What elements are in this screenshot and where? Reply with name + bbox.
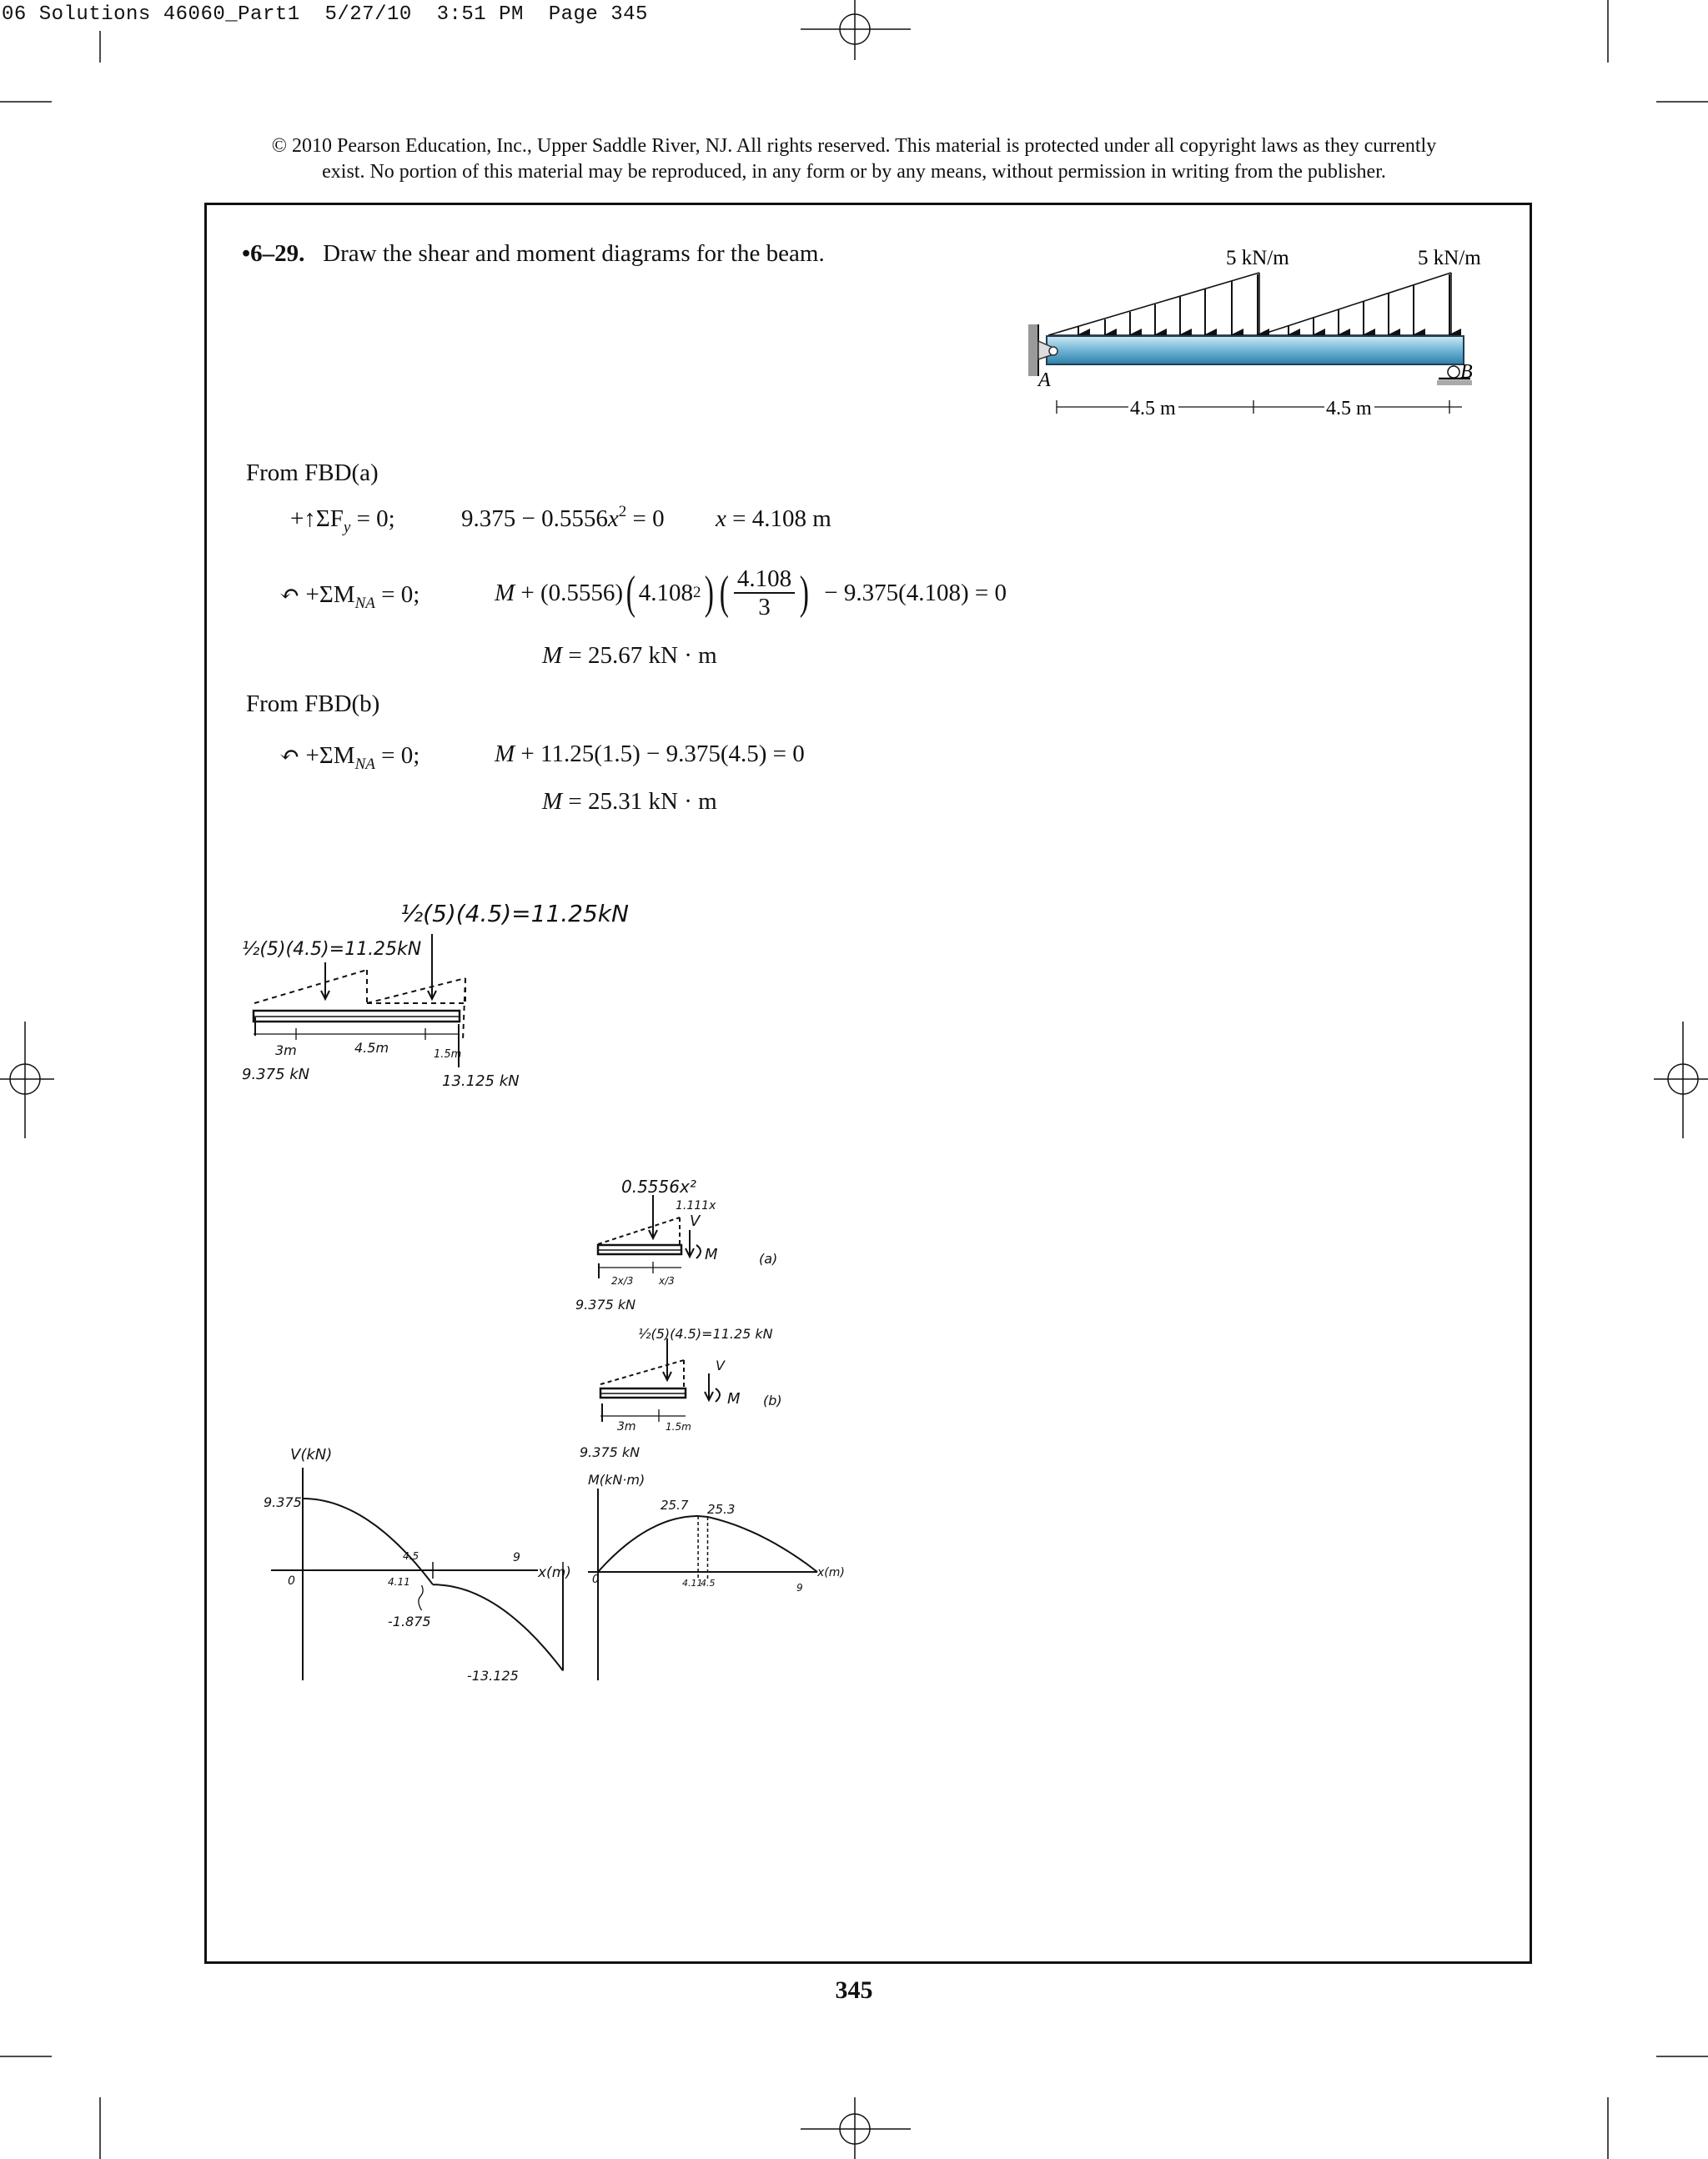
shear-vend-label: -13.125	[467, 1668, 519, 1684]
sketch-reaction-b: 13.125 kN	[442, 1072, 520, 1090]
equation-moment-b-label: ↶ $+\Sigma M_{NA} = 0$;	[279, 742, 420, 773]
fbd-b-load: ½(5)(4.5)=11.25 kN	[638, 1326, 773, 1342]
moment-origin: 0	[592, 1574, 600, 1586]
equation-moment-b: M + 11.25(1.5) − 9.375(4.5) = 0	[495, 741, 805, 767]
distributed-load-left	[1048, 273, 1259, 335]
fbd-b-dim-3m: 3m	[617, 1420, 636, 1433]
fbd-a-intensity: 1.111x	[676, 1199, 716, 1213]
fbd-a-dim-right: x/3	[659, 1275, 675, 1287]
distributed-load-right	[1259, 273, 1451, 335]
sketch-fbd-b	[575, 1322, 826, 1472]
fixed-wall-a	[1028, 324, 1057, 376]
shear-vmax-label: 9.375	[264, 1494, 302, 1510]
shear-plot-area	[303, 1499, 563, 1670]
moment-max-label: 25.7	[661, 1498, 689, 1513]
shear-curve-left	[303, 1499, 433, 1584]
equation-x-result: x = 4.108 m	[716, 505, 831, 532]
sketch-fbd-a	[571, 1172, 821, 1322]
sketch-load-left: ½(5)(4.5)=11.25kN	[242, 939, 422, 960]
span-label-right: 4.5 m	[1326, 398, 1372, 419]
problem-statement	[242, 240, 825, 268]
sketch-load-top: ½(5)(4.5)=11.25kN	[400, 900, 629, 927]
beam	[1047, 336, 1464, 364]
moment-x-label: x(m)	[817, 1566, 845, 1579]
moment-xend-label: 9	[796, 1582, 803, 1594]
sketch-dim-15m: 1.5m	[434, 1048, 462, 1061]
problem-number: •6–29.	[242, 240, 305, 267]
moment-plot-area	[598, 1516, 817, 1579]
moment-mid-label: 25.3	[707, 1502, 736, 1517]
shear-origin: 0	[288, 1574, 295, 1588]
print-slug: 06 Solutions 46060_Part1 5/27/10 3:51 PM Page 345	[0, 0, 655, 31]
fbd-a-shear: V	[690, 1213, 701, 1230]
equation-moment-a: M + (0.5556) ( 4.108 2 ) ( $\frac{4.108}{3}$ ) − 9.375(4.108) = 0	[495, 565, 1007, 620]
equation-moment-a-label: ↶ $+\Sigma M_{NA} = 0$;	[279, 581, 420, 612]
shear-leader	[419, 1585, 423, 1610]
shear-xend-label: 9	[513, 1551, 520, 1564]
load-label-left: 5 kN/m	[1226, 247, 1289, 269]
shear-vmid-label: -1.875	[388, 1614, 431, 1629]
span-label-left: 4.5 m	[1130, 398, 1176, 419]
equation-sum-fy: $+↑\Sigma F_y = 0$;	[290, 505, 395, 536]
page-number: 345	[835, 1976, 873, 2004]
shear-curve-right	[433, 1584, 563, 1670]
fbd-b-dim-15m: 1.5m	[666, 1421, 691, 1433]
problem-text: Draw the shear and moment diagrams for the beam.	[323, 240, 825, 267]
support-b-label: B	[1460, 361, 1473, 383]
moment-xmid-label: 4.5	[701, 1578, 716, 1589]
shear-x-label: x(m)	[538, 1564, 571, 1581]
fbd-a-dim-left: 2x/3	[611, 1275, 634, 1287]
fbd-a-load: 0.5556x²	[621, 1177, 696, 1197]
shear-diagram	[250, 1438, 600, 1705]
fbd-b-tag: (b)	[763, 1393, 782, 1408]
shear-xmid-label: 4.5	[403, 1550, 419, 1562]
fbd-b-heading: From FBD(b)	[246, 690, 380, 717]
sketch-dim-45m: 4.5m	[354, 1040, 389, 1056]
shear-y-label: V(kN)	[290, 1446, 333, 1464]
fbd-b-reaction: 9.375 kN	[580, 1444, 640, 1460]
moment-diagram	[584, 1468, 884, 1685]
equation-shear-zero: $9.375 - 0.5556x^2 = 0$	[461, 503, 665, 532]
dimension-line	[1057, 400, 1462, 414]
fbd-a-moment: M	[705, 1246, 718, 1263]
fbd-a-tag: (a)	[759, 1251, 778, 1267]
copyright-line-2: exist. No portion of this material may be reproduced, in any form or by any means, without permission in writing from the publisher.	[322, 161, 1386, 183]
sketch-full-fbd	[242, 892, 629, 1101]
load-arrows	[1078, 274, 1449, 335]
fbd-a-heading: From FBD(a)	[246, 459, 379, 486]
equation-moment-b-result: M = 25.31 kN · m	[542, 788, 717, 815]
copyright-line-1: © 2010 Pearson Education, Inc., Upper Saddle River, NJ. All rights reserved. This material is protected under all copyright laws as they currently	[271, 135, 1437, 157]
beam-figure	[1013, 238, 1514, 429]
copyright-notice	[125, 133, 1583, 185]
equation-moment-a-result: M = 25.67 kN · m	[542, 642, 717, 669]
sketch-reaction-a: 9.375 kN	[242, 1066, 310, 1083]
support-a-label: A	[1038, 369, 1051, 391]
fbd-b-shear: V	[716, 1358, 725, 1373]
shear-xzero-label: 4.11	[388, 1576, 410, 1588]
sketch-dim-3m: 3m	[275, 1042, 297, 1058]
moment-y-label: M(kN·m)	[588, 1472, 646, 1488]
fbd-b-moment: M	[727, 1390, 741, 1408]
fbd-a-reaction: 9.375 kN	[575, 1297, 636, 1313]
load-label-right: 5 kN/m	[1418, 247, 1481, 269]
moment-xpeak-label: 4.11	[682, 1578, 703, 1589]
